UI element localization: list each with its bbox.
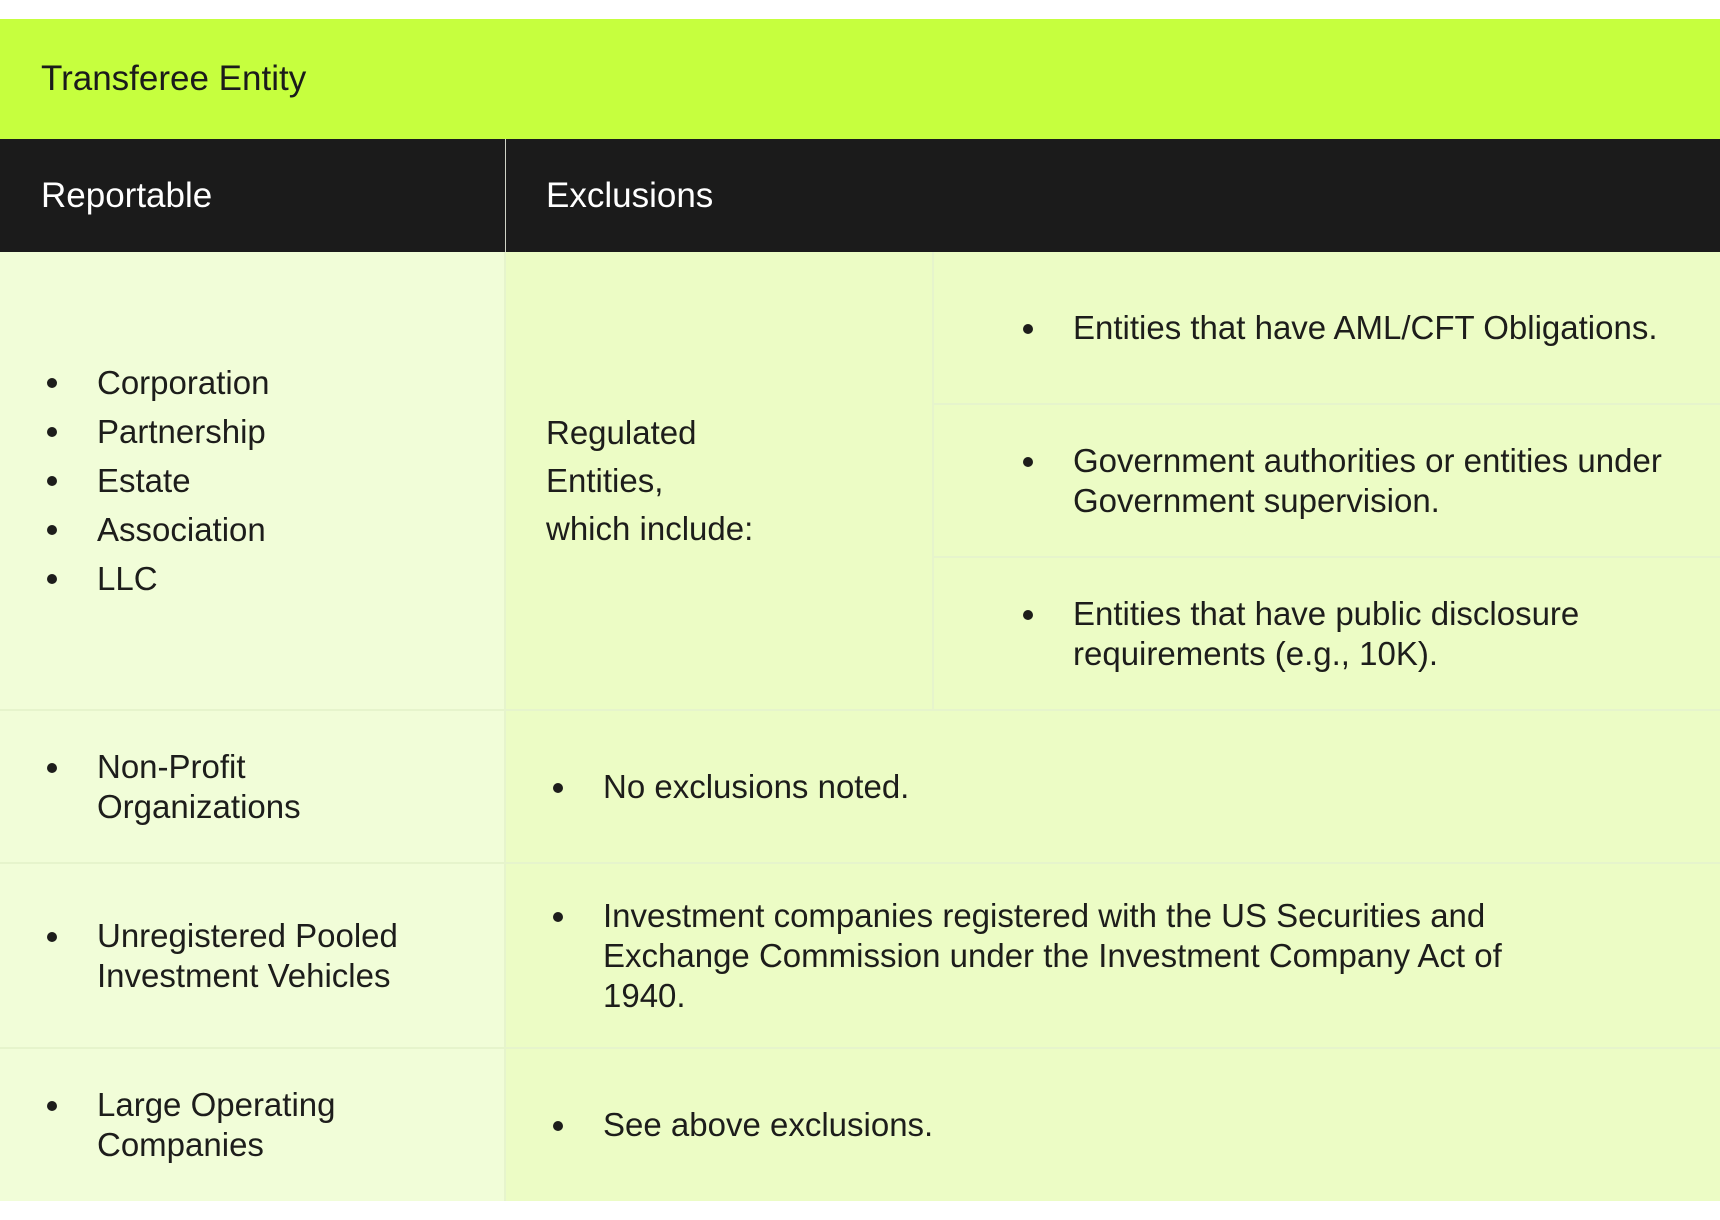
list-item: Investment companies registered with the US Securities and Exchange Commission under the Investment Company Act of 1940. — [547, 896, 1557, 1016]
exclusion-subrow — [934, 405, 1720, 558]
table-title — [0, 19, 1720, 139]
list-item: Entities that have public disclosure requirements (e.g., 10K). — [1017, 594, 1700, 674]
reportable-list — [41, 916, 441, 996]
exclusions-cell — [506, 252, 1720, 709]
exclusions-cell — [506, 864, 1720, 1047]
reportable-list — [41, 358, 269, 603]
list-item: Corporation — [41, 358, 269, 407]
reportable-cell — [0, 252, 506, 709]
list-item: LLC — [41, 554, 269, 603]
table-row — [0, 864, 1720, 1049]
regulated-entities-list — [934, 252, 1720, 709]
reportable-cell — [0, 1049, 506, 1201]
list-item: Non-Profit Organizations — [41, 747, 401, 827]
table-title-text: Transferee Entity — [41, 59, 307, 98]
exclusion-list — [1017, 308, 1658, 348]
exclusion-subrow — [934, 558, 1720, 709]
transferee-entity-table — [0, 19, 1720, 1201]
table-row — [0, 1049, 1720, 1201]
exclusion-list — [547, 1105, 933, 1145]
exclusion-subrow — [934, 252, 1720, 405]
list-item: Entities that have AML/CFT Obligations. — [1017, 308, 1658, 348]
list-item: See above exclusions. — [547, 1105, 933, 1145]
exclusion-list — [1017, 441, 1700, 521]
list-item: Estate — [41, 456, 269, 505]
reportable-cell — [0, 864, 506, 1047]
table-header-row — [0, 139, 1720, 252]
exclusion-list — [547, 767, 909, 807]
table-row — [0, 252, 1720, 711]
header-reportable: Reportable — [0, 139, 506, 252]
header-exclusions: Exclusions — [546, 175, 714, 215]
exclusion-list — [1017, 594, 1700, 674]
exclusions-cell — [506, 711, 1720, 862]
regulated-entities-label: Regulated Entities, which include: — [506, 252, 934, 709]
reportable-cell — [0, 711, 506, 862]
list-item: Government authorities or entities under Government supervision. — [1017, 441, 1700, 521]
exclusion-list — [547, 896, 1557, 1016]
list-item: Partnership — [41, 407, 269, 456]
list-item: Unregistered Pooled Investment Vehicles — [41, 916, 441, 996]
table-row — [0, 711, 1720, 864]
list-item: Large Operating Companies — [41, 1085, 381, 1165]
reportable-list — [41, 747, 401, 827]
list-item: Association — [41, 505, 269, 554]
exclusions-cell — [506, 1049, 1720, 1201]
list-item: No exclusions noted. — [547, 767, 909, 807]
reportable-list — [41, 1085, 381, 1165]
